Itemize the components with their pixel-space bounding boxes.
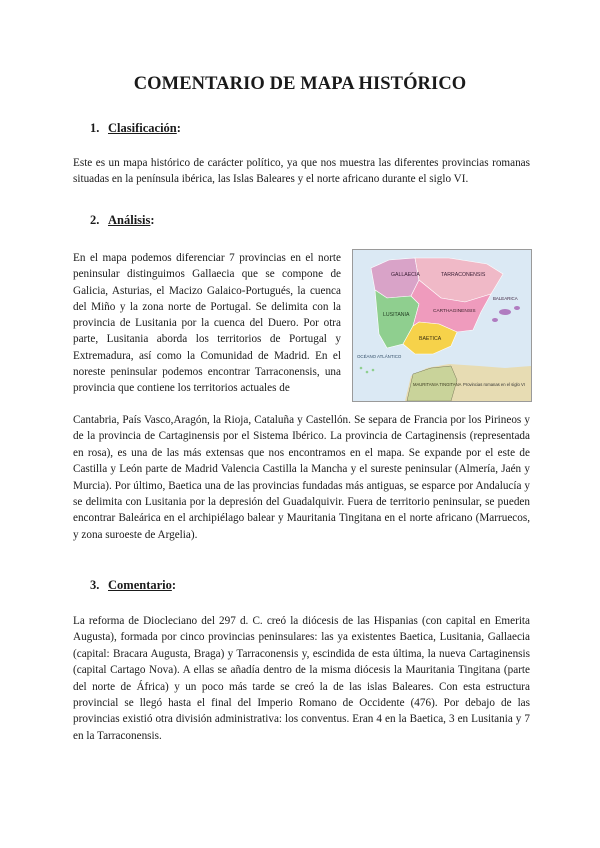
section-colon: : xyxy=(171,578,177,592)
section-label: Clasificación xyxy=(108,121,177,135)
map-label-tarraconensis: TARRACONENSIS xyxy=(441,272,486,278)
clasificacion-paragraph: Este es un mapa histórico de carácter político, ya que nos muestra las diferentes provincias romanas situadas en la península ibérica, las Islas Baleares y el norte africano durante el siglo VI. xyxy=(73,157,530,186)
section-heading-comentario xyxy=(90,578,176,593)
section-colon: : xyxy=(150,213,155,227)
analisis-paragraph-full: Cantabria, País Vasco,Aragón, la Rioja, Cataluña y Castellón. Se separa de Francia por los Pirineos y de la provincia de Cartaginensis por el Sistema Ibérico. La provincia de Cartaginensis (representada en rosa), es una de las más extensas que nos encontramos en el mapa. Se expande por el este de Castilla y León parte de Madrid Valencia Castilla la Mancha y el sureste peninsular (Almería, Jaén y Murcia). Por último, Baetica una de las provincias fundadas más antiguas, se esparce por Andalucía y se delimita con Lusitania por la depresión del Guadalquivir. Fuera de territorio peninsular, se pueden encontrar Baleárica en el archipiélago balear y Mauritania Tingitana en el norte africano (Marruecos, y zona suroeste de Argelia). xyxy=(73,414,530,541)
map-label-gallaecia: GALLAECIA xyxy=(391,272,420,278)
section-label: Comentario xyxy=(108,578,172,592)
map-caption: Provincias romanas en el siglo VI xyxy=(463,382,525,387)
map-islet xyxy=(360,367,363,370)
section-number: 2. xyxy=(90,213,100,227)
section-label: Análisis xyxy=(108,213,151,227)
section-colon: : xyxy=(176,121,181,135)
page-title: COMENTARIO DE MAPA HISTÓRICO xyxy=(133,74,467,94)
roman-provinces-map xyxy=(352,249,532,402)
section-heading-clasificacion xyxy=(90,121,181,136)
map-label-ocean: OCÉANO ATLÁNTICO xyxy=(357,354,402,359)
comentario-paragraph: La reforma de Diocleciano del 297 d. C. creó la diócesis de las Hispanias (con capital en Emerita Augusta), formada por cinco provincias peninsulares: las ya existentes Baetica, Lusitania, Gallaecia (capital: Bracara Augusta, Braga) y Tarraconensis y, escindida de esta última, la nueva Cartaginensis (capital Cartago Nova). A ellas se añadía dentro de la misma diócesis la Mauritania Tingitana (parte del norte de África) y un poco más tarde se creó la de las islas Baleares. Con esta estructura provincial se llegó hasta el final del Imperio Romano de Occidente (476). Por debajo de las provincias existió otra división administrativa: los conventus. Eran 4 en la Baetica, 3 en Lusitania y 7 en la Tarraconensis. xyxy=(73,615,530,742)
map-label-carthaginensis: CARTHAGINENSIS xyxy=(433,309,476,314)
analisis-paragraph-beside-map: En el mapa podemos diferenciar 7 provincias en el norte peninsular distinguimos Gallaecia que se compone de Galicia, Asturias, el Macizo Galaico-Portugués, la cuenca del Miño y la zona norte de Portugal. Se delimita con la provincia de Lusitania por la cuenca del Duero. Por otra parte, Lusitania aborda los territorios de Portugal y Extremadura, así como la Comunidad de Madrid. En el noreste peninsular podemos encontrar Tarraconensis, una provincia que contiene los territorios actuales de xyxy=(73,252,341,395)
map-label-mauritania: MAURITANIA TINGITANA xyxy=(413,382,462,387)
map-label-lusitania: LUSITANIA xyxy=(383,312,410,318)
map-islet xyxy=(372,369,375,372)
map-balearic-island xyxy=(514,306,520,310)
map-label-balearica: BALEARICA xyxy=(493,296,518,301)
map-svg xyxy=(353,250,531,401)
section-number: 1. xyxy=(90,121,100,135)
map-balearic-island xyxy=(492,318,498,322)
section-heading-analisis xyxy=(90,213,155,228)
map-balearic-island xyxy=(499,309,511,315)
section-number: 3. xyxy=(90,578,100,592)
map-label-baetica: BAETICA xyxy=(419,336,442,342)
map-islet xyxy=(366,371,369,374)
